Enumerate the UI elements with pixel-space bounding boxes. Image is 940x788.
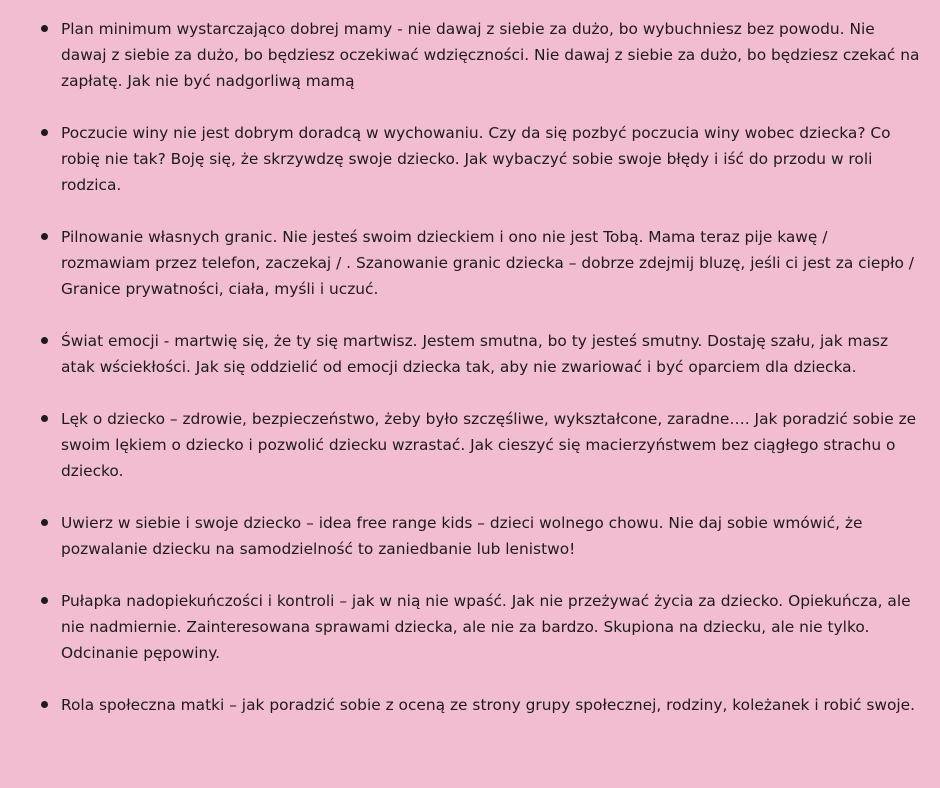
list-item-text: Rola społeczna matki – jak poradzić sobie z oceną ze strony grupy społecznej, rodziny, koleżanek i robić swoje. [61,696,915,714]
list-item [61,120,921,198]
bullet-icon [41,701,48,708]
list-item [61,692,921,718]
bullet-icon [41,415,48,422]
bullet-icon [41,25,48,32]
bullet-icon [41,597,48,604]
list-item [61,224,921,302]
list-item-text: Pułapka nadopiekuńczości i kontroli – jak w nią nie wpaść. Jak nie przeżywać życia za dziecko. Opiekuńcza, ale nie nadmiernie. Zainteresowana sprawami dziecka, ale nie za bardzo. Skupiona na dziecku, ale nie tylko. Odcinanie pępowiny. [61,592,911,662]
list-item-text: Plan minimum wystarczająco dobrej mamy - nie dawaj z siebie za dużo, bo wybuchniesz bez powodu. Nie dawaj z siebie za dużo, bo będziesz oczekiwać wdzięczności. Nie dawaj z siebie za dużo, bo będziesz czekać na zapłatę. Jak nie być nadgorliwą mamą [61,20,920,90]
list-item [61,510,921,562]
list-item-text: Świat emocji - martwię się, że ty się martwisz. Jestem smutna, bo ty jesteś smutny. Dostaję szału, jak masz atak wściekłości. Jak się oddzielić od emocji dziecka tak, aby nie zwariować i być oparciem dla dziecka. [61,332,889,376]
list-item-text: Uwierz w siebie i swoje dziecko – idea free range kids – dzieci wolnego chowu. Nie daj sobie wmówić, że pozwalanie dziecku na samodzielność to zaniedbanie lub lenistwo! [61,514,863,558]
list-item-text: Pilnowanie własnych granic. Nie jesteś swoim dzieckiem i ono nie jest Tobą. Mama teraz pije kawę / rozmawiam przez telefon, zaczekaj / . Szanowanie granic dziecka – dobrze zdejmij bluzę, jeśli ci jest za ciepło / Granice prywatności, ciała, myśli i uczuć. [61,228,914,298]
list-item [61,328,921,380]
list-item [61,16,921,94]
bullet-icon [41,129,48,136]
list-item [61,406,921,484]
bullet-icon [41,233,48,240]
bullet-icon [41,519,48,526]
bullet-icon [41,337,48,344]
list-item [61,588,921,666]
list-item-text: Poczucie winy nie jest dobrym doradcą w wychowaniu. Czy da się pozbyć poczucia winy wobec dziecka? Co robię nie tak? Boję się, że skrzywdzę swoje dziecko. Jak wybaczyć sobie swoje błędy i iść do przodu w roli rodzica. [61,124,891,194]
list-item-text: Lęk o dziecko – zdrowie, bezpieczeństwo, żeby było szczęśliwe, wykształcone, zaradne…. Jak poradzić sobie ze swoim lękiem o dziecko i pozwolić dziecku wzrastać. Jak cieszyć się macierzyństwem bez ciągłego strachu o dziecko. [61,410,917,480]
